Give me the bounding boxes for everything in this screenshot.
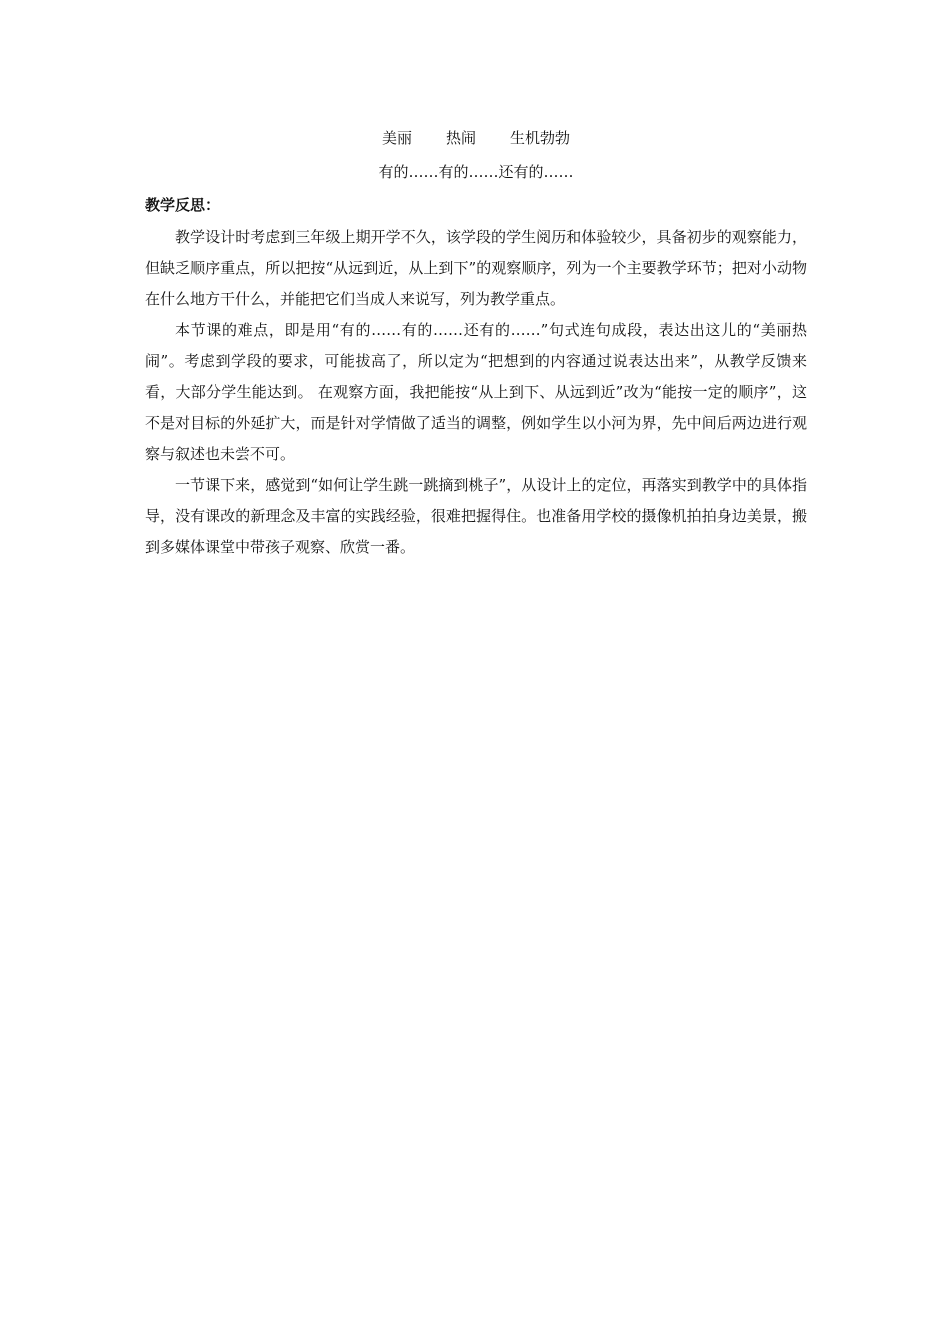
- document-content: [145, 124, 807, 563]
- keywords-line: [145, 124, 807, 152]
- reflection-paragraph: 一节课下来，感觉到“如何让学生跳一跳摘到桃子”，从设计上的定位，再落实到教学中的具体指导，没有课改的新理念及丰富的实践经验，很难把握得住。也准备用学校的摄像机拍拍身边美景，搬到多媒体课堂中带孩子观察、欣赏一番。: [145, 476, 807, 556]
- keyword: 生机勃勃: [510, 129, 571, 147]
- reflection-heading: 教学反思：: [145, 196, 221, 214]
- sentence-pattern: 有的……有的……还有的……: [378, 163, 574, 181]
- reflection-paragraph: 本节课的难点，即是用“有的……有的……还有的……”句式连句成段，表达出这儿的“美丽热闹”。考虑到学段的要求，可能拔高了，所以定为“把想到的内容通过说表达出来”，从教学反馈来看，大部分学生能达到。 在观察方面，我把能按“从上到下、从远到近”改为“能按一定的顺序”，这不是对目标的外延扩大，而是针对学情做了适当的调整，例如学生以小河为界，先中间后两边进行观察与叙述也未尝不可。: [145, 321, 807, 463]
- keyword: 热闹: [445, 129, 476, 147]
- keyword: 美丽: [381, 129, 412, 147]
- reflection-paragraph: 教学设计时考虑到三年级上期开学不久，该学段的学生阅历和体验较少，具备初步的观察能力，但缺乏顺序重点，所以把按“从远到近，从上到下”的观察顺序，列为一个主要教学环节；把对小动物在什么地方干什么，并能把它们当成人来说写，列为教学重点。: [145, 228, 807, 308]
